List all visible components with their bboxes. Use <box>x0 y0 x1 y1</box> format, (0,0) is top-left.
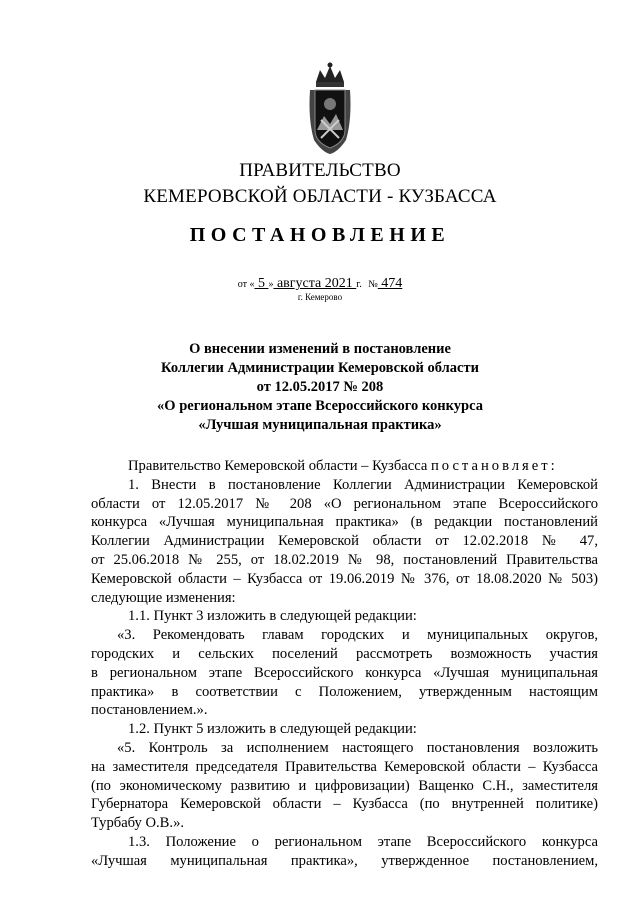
document-body <box>91 457 598 871</box>
date-quote-close: » <box>268 279 274 290</box>
paragraph-line: постановлением.». <box>91 702 208 719</box>
paragraph-line: области от 12.05.2017 № 208 «О региональном этапе Всероссийского <box>91 495 598 512</box>
document-number: 474 <box>377 276 403 291</box>
paragraph-line: 1. Внести в постановление Коллегии Администрации Кемеровской <box>128 476 598 493</box>
paragraph-line: в региональном этапе Всероссийского конкурса «Лучшая муниципальная <box>91 664 598 681</box>
paragraph-line: «5. Контроль за исполнением настоящего постановления возложить <box>117 739 598 756</box>
date-prefix: от « <box>237 279 255 290</box>
paragraph-line: Губернатора Кемеровской области – Кузбасса (по внутренней политике) <box>91 796 598 813</box>
paragraph-line: Кемеровской области – Кузбасса от 19.06.2019 № 376, от 18.08.2020 № 503) <box>91 570 598 587</box>
paragraph-line: 1.1. Пункт 3 изложить в следующей редакции: <box>128 608 417 625</box>
number-prefix: № <box>368 279 378 290</box>
government-title-line2: КЕМЕРОВСКОЙ ОБЛАСТИ - КУЗБАССА <box>143 186 497 207</box>
document-type-title: ПОСТАНОВЛЕНИЕ <box>189 224 451 246</box>
city-label: г. Кемерово <box>297 292 343 302</box>
subject-line: «Лучшая муниципальная практика» <box>198 417 442 433</box>
subject-line: О внесении изменений в постановление <box>189 341 451 357</box>
paragraph-line: на заместителя председателя Правительства Кемеровской области – Кузбасса <box>91 758 598 775</box>
date-line <box>0 275 640 292</box>
document-subject <box>0 340 640 435</box>
subject-line: Коллегии Администрации Кемеровской области <box>161 360 479 376</box>
paragraph-line: 1.2. Пункт 5 изложить в следующей редакции: <box>128 721 417 738</box>
paragraph-line: следующие изменения: <box>91 589 236 606</box>
paragraph-line: городских и сельских поселений рассмотреть возможность участия <box>91 645 598 662</box>
paragraph-line: «Лучшая муниципальная практика», утвержденное постановлением, <box>91 852 598 869</box>
preamble: Правительство Кемеровской области – Кузбасса постановляет: <box>128 458 555 474</box>
paragraph-line: Турбабу О.В.». <box>91 815 185 832</box>
paragraph-line: 1.3. Положение о региональном этапе Всероссийского конкурса <box>128 833 598 850</box>
subject-line: «О региональном этапе Всероссийского конкурса <box>157 398 483 414</box>
paragraph-line: «3. Рекомендовать главам городских и муниципальных округов, <box>117 627 598 644</box>
paragraph-line: конкурса «Лучшая муниципальная практика» (в редакции постановлений <box>91 514 598 531</box>
date-month-year: августа 2021 <box>273 276 357 291</box>
subject-line: от 12.05.2017 № 208 <box>256 379 384 395</box>
kuzbass-coat-of-arms-icon <box>308 60 352 156</box>
date-day: 5 <box>254 276 269 291</box>
paragraph-line: Коллегии Администрации Кемеровской области от 12.02.2018 № 47, <box>91 533 598 550</box>
paragraph-line: практика» в соответствии с Положением, утвержденным настоящим <box>91 683 598 700</box>
date-year-suffix: г. <box>356 279 362 290</box>
preamble-spaced-word: постановляет <box>430 458 551 474</box>
government-title-line1: ПРАВИТЕЛЬСТВО <box>239 160 401 181</box>
paragraph-line: (по экономическому развитию и цифровизации) Ващенко С.Н., заместителя <box>91 777 598 794</box>
paragraph-line: от 25.06.2018 № 255, от 18.02.2019 № 98, постановлений Правительства <box>91 551 598 568</box>
